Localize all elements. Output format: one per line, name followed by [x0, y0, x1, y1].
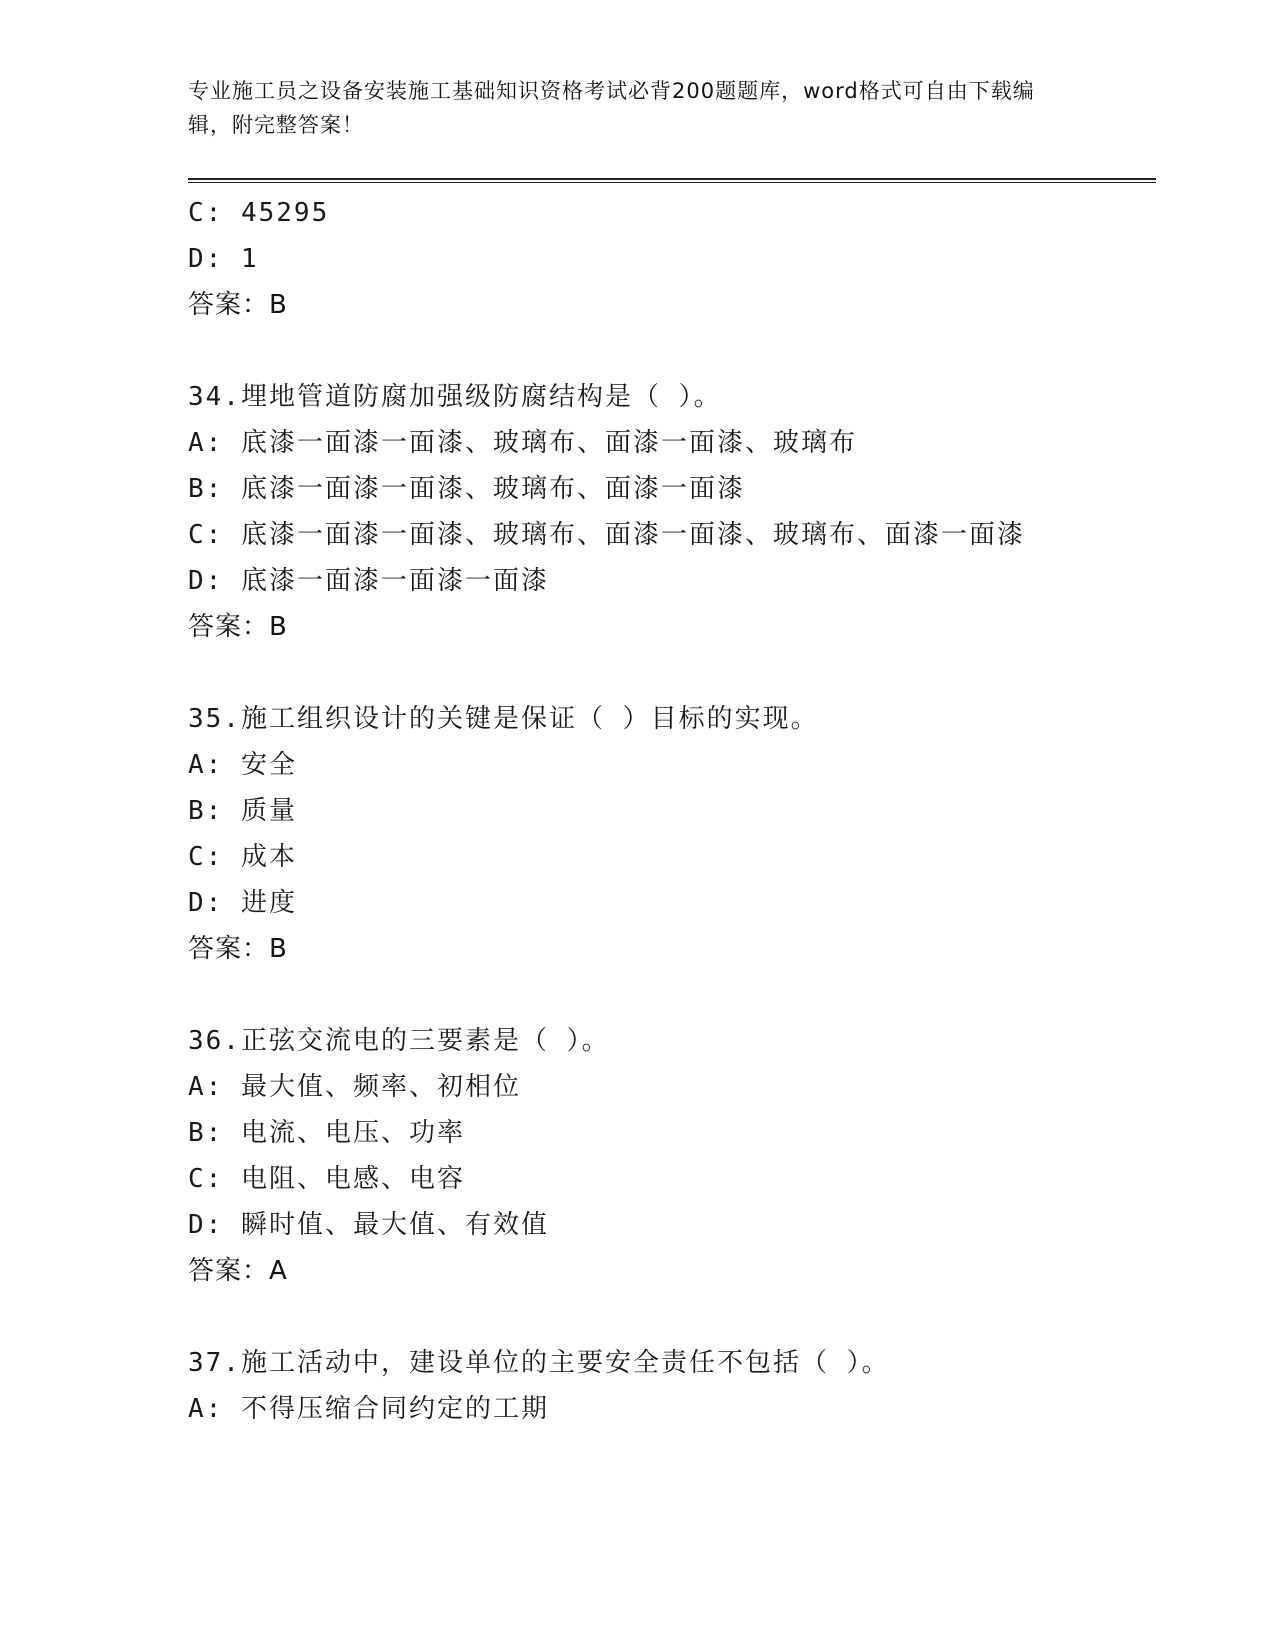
- option-a: A: 不得压缩合同约定的工期: [188, 1394, 549, 1424]
- question-37: [188, 1340, 1138, 1432]
- question-stem: 37.施工活动中，建设单位的主要安全责任不包括（ ）。: [188, 1348, 890, 1378]
- question-stem: 35.施工组织设计的关键是保证（ ）目标的实现。: [188, 704, 819, 734]
- option-a: A: 安全: [188, 750, 297, 780]
- option-b: B: 电流、电压、功率: [188, 1118, 465, 1148]
- option-b: B: 质量: [188, 796, 297, 826]
- question-stem: 34.埋地管道防腐加强级防腐结构是（ ）。: [188, 382, 722, 412]
- answer: 答案：B: [188, 934, 288, 964]
- option-d: D: 瞬时值、最大值、有效值: [188, 1210, 549, 1240]
- question-36: [188, 1018, 1138, 1294]
- question-34: [188, 374, 1138, 650]
- question-stem: 36.正弦交流电的三要素是（ ）。: [188, 1026, 610, 1056]
- option-c: C: 电阻、电感、电容: [188, 1164, 465, 1194]
- option-d: D: 底漆一面漆一面漆一面漆: [188, 566, 549, 596]
- answer: 答案：B: [188, 290, 288, 320]
- spacer: [188, 972, 1138, 1018]
- option-c: C: 成本: [188, 842, 297, 872]
- answer: 答案：B: [188, 612, 288, 642]
- question-content: [188, 190, 1138, 1432]
- question-35: [188, 696, 1138, 972]
- spacer: [188, 650, 1138, 696]
- option-a: A: 底漆一面漆一面漆、玻璃布、面漆一面漆、玻璃布: [188, 428, 857, 458]
- question-33-continuation: [188, 190, 1138, 328]
- option-c: C: 45295: [188, 198, 330, 228]
- spacer: [188, 1294, 1138, 1340]
- option-a: A: 最大值、频率、初相位: [188, 1072, 521, 1102]
- option-d: D: 进度: [188, 888, 297, 918]
- answer: 答案：A: [188, 1256, 288, 1286]
- spacer: [188, 328, 1138, 374]
- option-b: B: 底漆一面漆一面漆、玻璃布、面漆一面漆: [188, 474, 745, 504]
- option-d: D: 1: [188, 244, 259, 274]
- header-divider: [188, 178, 1156, 183]
- page-header-title: 专业施工员之设备安装施工基础知识资格考试必背200题题库，word格式可自由下载编辑，附完整答案！: [188, 79, 1035, 137]
- option-c: C: 底漆一面漆一面漆、玻璃布、面漆一面漆、玻璃布、面漆一面漆: [188, 520, 1025, 550]
